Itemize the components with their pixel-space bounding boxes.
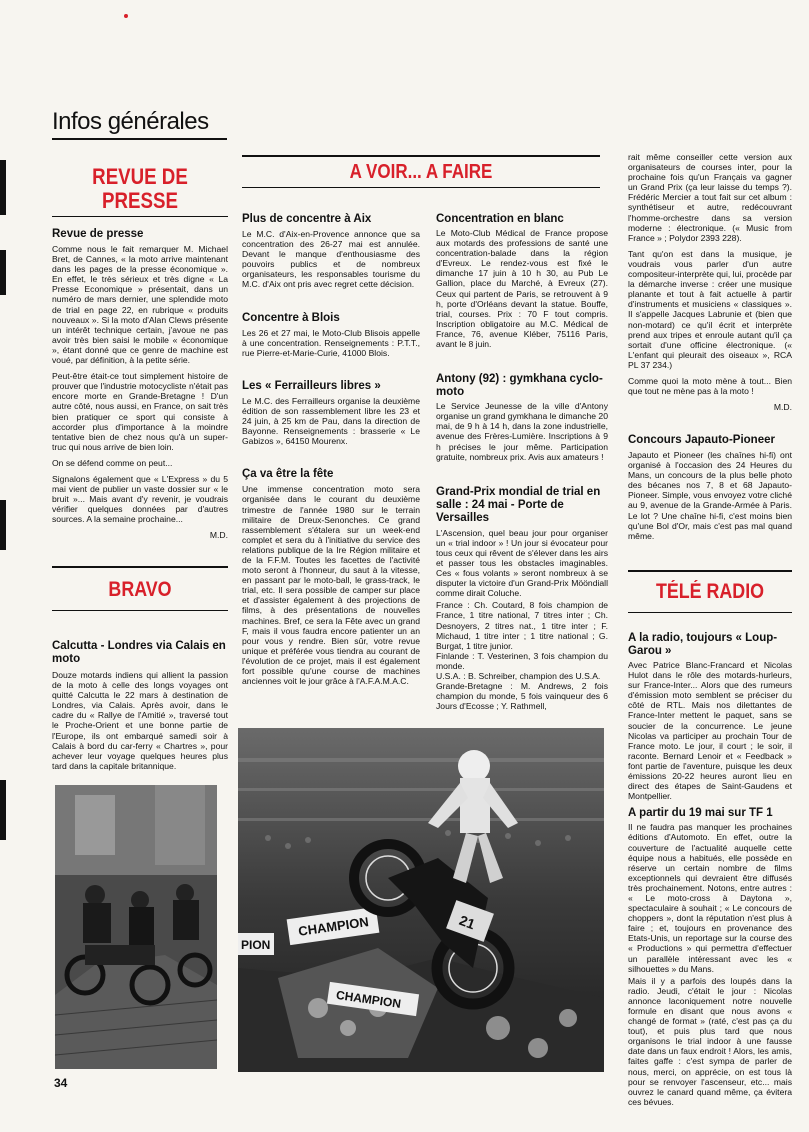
page-title: Infos générales xyxy=(52,108,209,135)
decorative-dot xyxy=(124,14,128,18)
bikers-photo-image xyxy=(55,785,217,1069)
bravo-article xyxy=(52,640,228,771)
article-body: Douze motards indiens qui allient la passion de la moto à celle des longs voyages ont quitté Calcutta le 22 mars à destination de Londres, via Calais. Après avoir, dans le cadre du « Rallye de l'Amitié », traversé tout le Proche-Orient et une bonne partie de l'Europe, ils ont embarqué samedi soir à Calais à bord du car-ferry « Chartres », pour achever leur voyage quelques heures plus tard dans la capitale britannique. xyxy=(52,670,228,771)
article-body xyxy=(52,244,228,524)
article-body: Le Service Jeunesse de la ville d'Antony organise un grand gymkhana le dimanche 20 mai, de 9 h à 14 h, dans la zone industrielle, avenue des Frères-Lumière. Inscriptions à 9 h précises le jour même. Participation gratuite, nombreux prix. Avis aux amateurs ! xyxy=(436,401,608,462)
section-rule xyxy=(628,570,792,572)
bikers-photo xyxy=(55,785,217,1069)
paragraph: Comme quoi la moto mène à tout... Bien que tout ne mène pas à la moto ! xyxy=(628,375,792,397)
paragraph: rait même conseiller cette version aux organisateurs de courses inter, pour la prochaine fois qu'un Français va gagner un Grand Prix (ça leur laisse du temps ?). Frédéric Mercier a tout fait sur cet album : synthétiseur et autre, redécouvrant l'homme-orchestre dans sa version moderne : électronique. (« Music from France » ; Polydor 2393 228). xyxy=(628,152,792,243)
tele-section xyxy=(628,580,792,604)
article-body: Japauto et Pioneer (les chaînes hi-fi) ont organisé à l'occasion des 24 Heures du Mans, un concours de la plus belle photo des bécanes nos 7, 8 et 68 Japauto-Pioneer. Simple, vous envoyez votre cliché au 9, avenue de la Grande-Armée à Paris. Le lot ? Une chaîne hi-fi, c'est moins bien qu'une Bol d'Or, mais c'est pas mal quand même. xyxy=(628,450,792,541)
article-title: Grand-Prix mondial de trial en salle : 24 mai - Porte de Versailles xyxy=(436,485,601,524)
margin-bar xyxy=(0,160,6,215)
japauto-article xyxy=(628,434,792,541)
article-title: Ça va être la fête xyxy=(242,468,334,481)
title-rule xyxy=(52,138,227,140)
article-body: Le Moto-Club Médical de France propose aux motards des professions de santé une concentration-balade dans la région d'Evreux. Le rendez-vous est fixé le dimanche 17 juin à 10 h 30, au Pub Le Gallion, place du Marché, à Evreux (27). Ceux qui partent de Paris, se retrouvent à 9 h, porte d'Orléans devant la statue. Bouffe, trial, courses. Prix : 70 F tout compris. Inscription obligatoire au M.C. Médical de France, 76, avenue Kléber, 75116 Paris, avant le 8 juin. xyxy=(436,228,608,350)
article-body xyxy=(436,528,608,712)
paragraph: On se défend comme on peut... xyxy=(52,457,173,468)
trial-photo-image xyxy=(238,728,604,1072)
article-title: A la radio, toujours « Loup-Garou » xyxy=(628,632,778,657)
article-body: Avec Patrice Blanc-Francard et Nicolas Hulot dans le rôle des motards-hurleurs, sur France-Inter... Alors que des rumeurs d'émission moto semblent se préciser du côté de RTL. Mais nos dilettantes de France-Inter mettent le paquet, sans se soucier de la concurrence. Le jeune Nicolas va participer au prochain Tour de France moto. Le jour, il court ; le soir, il raconte. Bernard Lenoir et « Feedback » font partie de l'aventure, puisque les deux émissions 20-22 heures auront lieu en direct des étapes de Saint-Gaudens et Montpellier. xyxy=(628,660,792,802)
trial-photo xyxy=(238,728,604,1072)
section-rule xyxy=(52,566,228,568)
article-title: Antony (92) : gymkhana cyclo-moto xyxy=(436,373,603,399)
article-body: Une immense concentration moto sera organisée dans le courant du deuxième trimestre de l'année 1980 sur le terrain militaire de Dreux-Senonches. Ce grand rassemblement s'étalera sur un week-end complet et sera du à l'initiative du service des relations publique de la Ire Région militaire et de la F.F.M. Toutes les facettes de l'activité moto seront à l'honneur, du saut à la vitesse, en passant par le moto-ball, le grass-track, le trial, etc. Il sera possible de camper sur place et d'assister également à des projections de films, à des présentations de nouvelles machines. Bref, ce sera la Fête avec un grand F, mais il vous faudra encore patienter un an pour vous y rendre. Bien sûr, votre revue unique et préférée vous tiendra au courant de l'évolution de ce projet, mais il est également fort possible qu'une course de machines anciennes voit le jour grâce à l'A.F.A.M.A.C. xyxy=(242,484,420,687)
article-body: Les 26 et 27 mai, le Moto-Club Blisois appelle à une concentration. Renseignements : P.T.T., rue Pierre-et-Marie-Curie, 41000 Blois. xyxy=(242,327,420,358)
paragraph: U.S.A. : B. Schreiber, champion des U.S.A. xyxy=(436,671,601,681)
paragraph: Il ne faudra pas manquer les prochaines éditions d'Automoto. En effet, outre la couverture de l'actualité auquelle cette équipe nous a habitués, elle possède en réserve un certain nombre de films exceptionnels qui devraient être diffusés très prochainement. Notons, entre autres : « Le moto-cross à Daytona », spectaculaire à souhait ; « Le concours de choppers », dont la réputation n'est plus à faire ; et, toujours en provenance des Etats-Unis, un reportage sur la course des « Productions » qui permettra d'effectuer un parallèle intéressant avec les « silhouettes » du Mans. xyxy=(628,822,792,974)
section-rule xyxy=(628,612,792,613)
revue-article xyxy=(52,228,228,540)
article-title: Concentration en blanc xyxy=(436,213,564,225)
article-body: Le M.C. d'Aix-en-Provence annonce que sa concentration des 26-27 mai est annulée. Devant le manque d'enthousiasme des pouvoirs publics et de nombreux organisateurs, les responsables tourisme du M.C. d'Aix ont pris avec regret cette décision. xyxy=(242,229,420,290)
avoir-section xyxy=(242,160,600,184)
paragraph: Tant qu'on est dans la musique, je voudrais vous parler d'un autre compositeur-interprète qui, lui, procède par la démarche inverse : créer une musique planante et tout à fait actuelle à partir d'instruments et musiciens « classiques ». Il s'appelle Jacques Labrunie et (bien que non-motard) ce qu'il écrit et interprète prend aux tripes et enroule autant qu'il ça sortait d'une officine électronique. (« L'enfant qui pleurait des oiseaux », RCA PL 37 234.) xyxy=(628,248,792,370)
article-title: Concours Japauto-Pioneer xyxy=(628,434,775,446)
music-continuation xyxy=(628,152,792,412)
paragraph: Signalons également que « L'Express » du 5 mai vient de publier un vaste dossier sur « le bruit »... Mais avant d'y revenir, je voudrais vérifier quelques données par d'autres sources. A la semaine prochaine... xyxy=(52,473,228,525)
section-rule xyxy=(52,216,228,217)
page-number: 34 xyxy=(54,1076,68,1090)
margin-bar xyxy=(0,500,6,550)
article-body xyxy=(628,152,792,396)
signature: M.D. xyxy=(773,402,792,413)
avoir-col-right xyxy=(436,213,608,711)
avoir-col-left xyxy=(242,213,420,686)
article-title: Les « Ferrailleurs libres » xyxy=(242,379,381,392)
paragraph: France : Ch. Coutard, 8 fois champion de France, 1 titre national, 7 titres inter ; Ch. Desnoyers, 2 titres nat., 1 titre inter ; F. Michaud, 1 titre inter ; 1 titre national ; G. Burgat, 1 titre junior. xyxy=(436,600,608,651)
paragraph: Grande-Bretagne : M. Andrews, 2 fois champion du monde, 5 fois vainqueur des 6 Jours d'Ecosse ; Y. Rathmell, xyxy=(436,681,608,712)
signature: M.D. xyxy=(209,530,228,541)
bike-number: 21 xyxy=(457,911,478,933)
bravo-section xyxy=(52,578,228,602)
revue-section xyxy=(52,165,228,213)
tele-articles xyxy=(628,632,792,1107)
article-title: Revue de presse xyxy=(52,228,144,240)
article-title: A partir du 19 mai sur TF 1 xyxy=(628,807,773,820)
article-title: Calcutta - Londres via Calais en moto xyxy=(52,640,226,665)
article-body xyxy=(628,822,792,1107)
section-rule xyxy=(242,187,600,188)
banner-text: CHAMPION xyxy=(335,987,402,1011)
revue-heading: REVUE DE PRESSE xyxy=(92,164,188,213)
section-rule xyxy=(52,610,228,611)
tele-heading: TÉLÉ RADIO xyxy=(655,580,765,603)
paragraph: L'Ascension, quel beau jour pour organiser un « trial indoor » ! Un jour si évocateur pour tous ceux qui rêvent de s'élever dans les airs et passer tous les obstacles imaginables. Ces « fous volants » seront nombreux à se disputer la victoire d'un Grand-Prix Mööndiall comme dirait Coluche. xyxy=(436,527,608,599)
section-rule xyxy=(242,155,600,157)
article-body: Le M.C. des Ferrailleurs organise la deuxième édition de son rassemblement libre les 23 et 24 juin, à 25 km de Pau, dans la direction de Bayonne. Renseignements : brasserie « Le Gabizos », 64150 Mourenx. xyxy=(242,395,420,447)
paragraph: Mais il y a parfois des loupés dans la radio. Jeudi, c'était le jour : Nicolas annonce laconiquement notre nouvelle formule en disant que nous avons « changé de format » (raté, c'est pas ça du tout), et puis plus tard que nous organisons le trial indoor à une fausse date dans un faux endroit ! Alors, les amis, faites gaffe : c'est sympa de parler de nous, merci, on apprécie, on est tous là pour se renvoyer l'ascenseur, etc... mais ouvrez le canard quand même, ça évitera ces bévues. xyxy=(628,975,792,1107)
paragraph: Peut-être était-ce tout simplement histoire de prouver que l'industrie motocycliste n'était pas encore morte en Grande-Bretagne ! D'un autre côté, nous aussi, en France, on sait très bien pratiquer ce sport qui consiste à accorder plus d'importance à la moindre tentative bien de chez nous qu'à un super-truc qui nous arrive de bien loin. xyxy=(52,371,228,452)
paragraph: Comme nous le fait remarquer M. Michael Bret, de Cannes, « la moto arrive maintenant dans les pages de la presse économique ». En effet, le très sérieux et très digne « La Presse Economique » présentait, dans un numéro de mars dernier, une splendide moto de trial en page 22, en rubrique « produits nouveaux ». Si la moto d'Alan Clews présente un intérêt technique certain, j'avoue ne pas avoir très bien saisi le mobile « économique », étant donné que ce genre de machine est voué, par définition, à la petite série. xyxy=(52,244,228,366)
article-title: Concentre à Blois xyxy=(242,311,340,324)
banner-text: CHAMPION xyxy=(297,914,370,939)
article-title: Plus de concentre à Aix xyxy=(242,213,372,225)
paragraph: Finlande : T. Vesterinen, 3 fois champion du monde. xyxy=(436,650,608,671)
banner-text: PION xyxy=(241,938,271,952)
margin-bar xyxy=(0,780,6,840)
margin-bar xyxy=(0,250,6,295)
avoir-heading: A VOIR... A FAIRE xyxy=(349,161,493,183)
bravo-heading: BRAVO xyxy=(108,578,172,601)
